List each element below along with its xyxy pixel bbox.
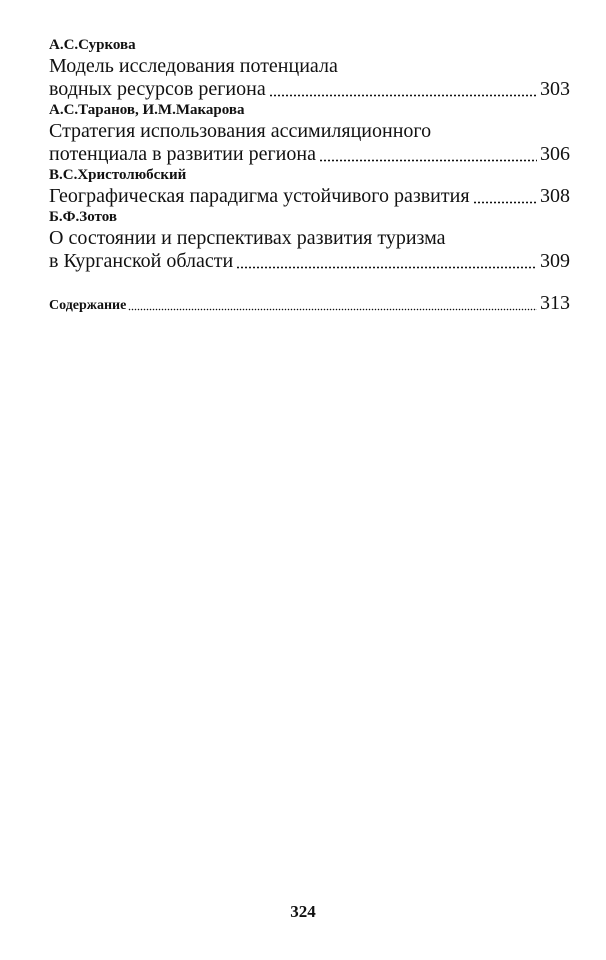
page-number-footer: 324	[290, 902, 316, 921]
table-of-contents	[49, 36, 570, 316]
toc-entry	[49, 36, 570, 101]
entry-title-last-line: в Курганской области	[49, 250, 234, 272]
toc-entry	[49, 166, 570, 208]
entry-page-number: 309	[540, 250, 570, 272]
toc-entry	[49, 208, 570, 273]
entry-title-last-line: Географическая парадигма устойчивого развития	[49, 185, 470, 207]
entry-author: Б.Ф.Зотов	[49, 209, 117, 225]
contents-page-number: 313	[540, 292, 570, 314]
dot-leader	[236, 252, 537, 269]
dot-leader	[128, 297, 537, 311]
entry-title-last-line: потенциала в развитии региона	[49, 143, 316, 165]
entry-title-line: Модель исследования потенциала	[49, 55, 338, 77]
entry-author: А.С.Суркова	[49, 37, 136, 53]
entry-leader-line	[49, 250, 570, 273]
contents-label: Содержание	[49, 298, 127, 313]
entry-author: В.С.Христолюбский	[49, 167, 187, 183]
entry-title-line: Стратегия использования ассимиляционного	[49, 120, 432, 142]
entry-leader-line	[49, 143, 570, 166]
entry-leader-line	[49, 78, 570, 101]
toc-entry	[49, 101, 570, 166]
entry-leader-line	[49, 185, 570, 208]
dot-leader	[269, 80, 537, 97]
dot-leader	[319, 145, 537, 162]
entry-title-last-line: водных ресурсов региона	[49, 78, 266, 100]
entry-author: А.С.Таранов, И.М.Макарова	[49, 102, 245, 118]
contents-entry	[49, 292, 570, 316]
entry-page-number: 303	[540, 78, 570, 100]
entry-title-line: О состоянии и перспективах развития туризма	[49, 227, 446, 249]
dot-leader	[473, 187, 537, 204]
entry-page-number: 308	[540, 185, 570, 207]
entry-page-number: 306	[540, 143, 570, 165]
